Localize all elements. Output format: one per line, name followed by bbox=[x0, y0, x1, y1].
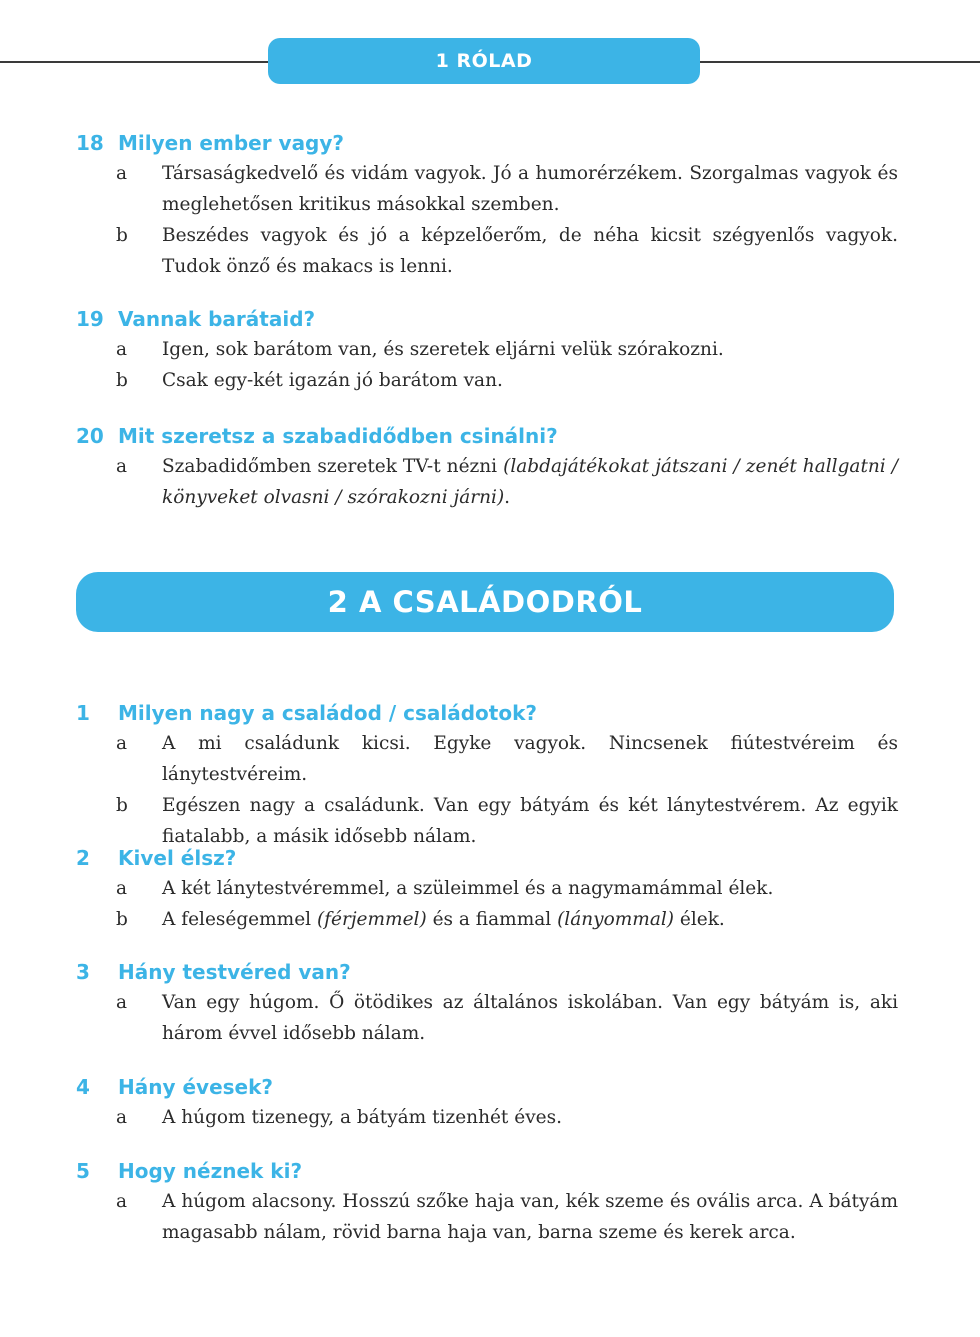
question-title: Kivel élsz? bbox=[118, 846, 237, 870]
question-number: 2 bbox=[76, 846, 90, 870]
section-title: 2 A CSALÁDODRÓL bbox=[327, 585, 643, 619]
question-heading bbox=[76, 421, 898, 451]
question-number: 19 bbox=[76, 307, 104, 331]
section-banner bbox=[76, 572, 894, 632]
answer-letter: b bbox=[116, 909, 128, 930]
answer-text: Csak egy-két igazán jó barátom van. bbox=[162, 370, 503, 391]
question-heading bbox=[76, 1072, 898, 1102]
question-3 bbox=[76, 957, 898, 1049]
question-number: 3 bbox=[76, 960, 90, 984]
question-number: 4 bbox=[76, 1075, 90, 1099]
question-title: Milyen nagy a családod / családotok? bbox=[118, 701, 538, 725]
chapter-title: 1 RÓLAD bbox=[435, 50, 533, 72]
answer-text-plain: Szabadidőmben szeretek TV-t nézni bbox=[162, 456, 504, 477]
answer-text-part: A feleségemmel bbox=[162, 909, 317, 930]
question-1 bbox=[76, 698, 898, 852]
answer-text: Társaságkedvelő és vidám vagyok. Jó a humorérzékem. Szorgalmas vagyok és meglehetősen kritikus másokkal szemben. bbox=[162, 163, 898, 215]
question-number: 20 bbox=[76, 424, 104, 448]
question-2 bbox=[76, 843, 898, 935]
answer-a bbox=[76, 728, 898, 790]
answer-text: A mi családunk kicsi. Egyke vagyok. Nincsenek fiútestvéreim és lánytestvéreim. bbox=[162, 733, 898, 785]
answer-letter: a bbox=[116, 339, 128, 360]
answer-letter: a bbox=[116, 733, 128, 754]
question-number: 1 bbox=[76, 701, 90, 725]
answer-text-end: . bbox=[504, 487, 511, 508]
answer-text-alternative: (férjemmel) bbox=[316, 909, 427, 930]
question-number: 5 bbox=[76, 1159, 90, 1183]
answer-text: A két lánytestvéremmel, a szüleimmel és a nagymamámmal élek. bbox=[162, 878, 774, 899]
header-rule-right bbox=[696, 61, 980, 63]
question-title: Hány évesek? bbox=[118, 1075, 274, 1099]
chapter-banner bbox=[268, 38, 700, 84]
answer-text-alternative: (lányommal) bbox=[557, 909, 675, 930]
header-rule-left bbox=[0, 61, 272, 63]
question-heading bbox=[76, 698, 898, 728]
question-heading bbox=[76, 128, 898, 158]
answer-b bbox=[76, 365, 898, 396]
answer-a bbox=[76, 158, 898, 220]
question-20 bbox=[76, 421, 898, 513]
answer-text: A húgom tizenegy, a bátyám tizenhét éves. bbox=[162, 1107, 562, 1128]
answer-letter: a bbox=[116, 992, 128, 1013]
answer-a bbox=[76, 334, 898, 365]
answer-text: Egészen nagy a családunk. Van egy bátyám és két lánytestvérem. Az egyik fiatalabb, a másik idősebb nálam. bbox=[162, 795, 898, 847]
question-title: Hány testvéred van? bbox=[118, 960, 351, 984]
answer-a bbox=[76, 873, 898, 904]
answer-text: Beszédes vagyok és jó a képzelőerőm, de néha kicsit szégyenlős vagyok. Tudok önző és makacs is lenni. bbox=[162, 225, 898, 277]
question-heading bbox=[76, 1156, 898, 1186]
question-heading bbox=[76, 304, 898, 334]
answer-a bbox=[76, 1186, 898, 1248]
answer-letter: a bbox=[116, 163, 128, 184]
answer-text: Van egy húgom. Ő ötödikes az általános iskolában. Van egy bátyám is, aki három évvel idősebb nálam. bbox=[162, 992, 898, 1044]
answer-text: A húgom alacsony. Hosszú szőke haja van, kék szeme és ovális arca. A bátyám magasabb nálam, rövid barna haja van, barna szeme és kerek arca. bbox=[162, 1191, 898, 1243]
answer-letter: b bbox=[116, 370, 128, 391]
answer-a bbox=[76, 451, 898, 513]
answer-b bbox=[76, 220, 898, 282]
answer-letter: a bbox=[116, 456, 128, 477]
answer-a bbox=[76, 1102, 898, 1133]
question-18 bbox=[76, 128, 898, 282]
answer-text: Igen, sok barátom van, és szeretek eljárni velük szórakozni. bbox=[162, 339, 724, 360]
answer-text bbox=[162, 904, 898, 935]
answer-b bbox=[76, 904, 898, 935]
answer-letter: a bbox=[116, 1191, 128, 1212]
question-title: Milyen ember vagy? bbox=[118, 131, 345, 155]
answer-letter: b bbox=[116, 795, 128, 816]
question-title: Mit szeretsz a szabadidődben csinálni? bbox=[118, 424, 558, 448]
question-title: Hogy néznek ki? bbox=[118, 1159, 303, 1183]
question-heading bbox=[76, 843, 898, 873]
answer-text-part: élek. bbox=[674, 909, 725, 930]
question-19 bbox=[76, 304, 898, 396]
question-title: Vannak barátaid? bbox=[118, 307, 316, 331]
question-5 bbox=[76, 1156, 898, 1248]
question-number: 18 bbox=[76, 131, 104, 155]
answer-letter: b bbox=[116, 225, 128, 246]
answer-text-part: és a fiammal bbox=[426, 909, 558, 930]
answer-text bbox=[162, 451, 898, 513]
answer-a bbox=[76, 987, 898, 1049]
question-4 bbox=[76, 1072, 898, 1133]
question-heading bbox=[76, 957, 898, 987]
answer-letter: a bbox=[116, 1107, 128, 1128]
answer-text-options: (labdajátékokat játszani / zenét hallgatni / könyveket olvasni / szórakozni járni) bbox=[162, 456, 898, 508]
answer-letter: a bbox=[116, 878, 128, 899]
